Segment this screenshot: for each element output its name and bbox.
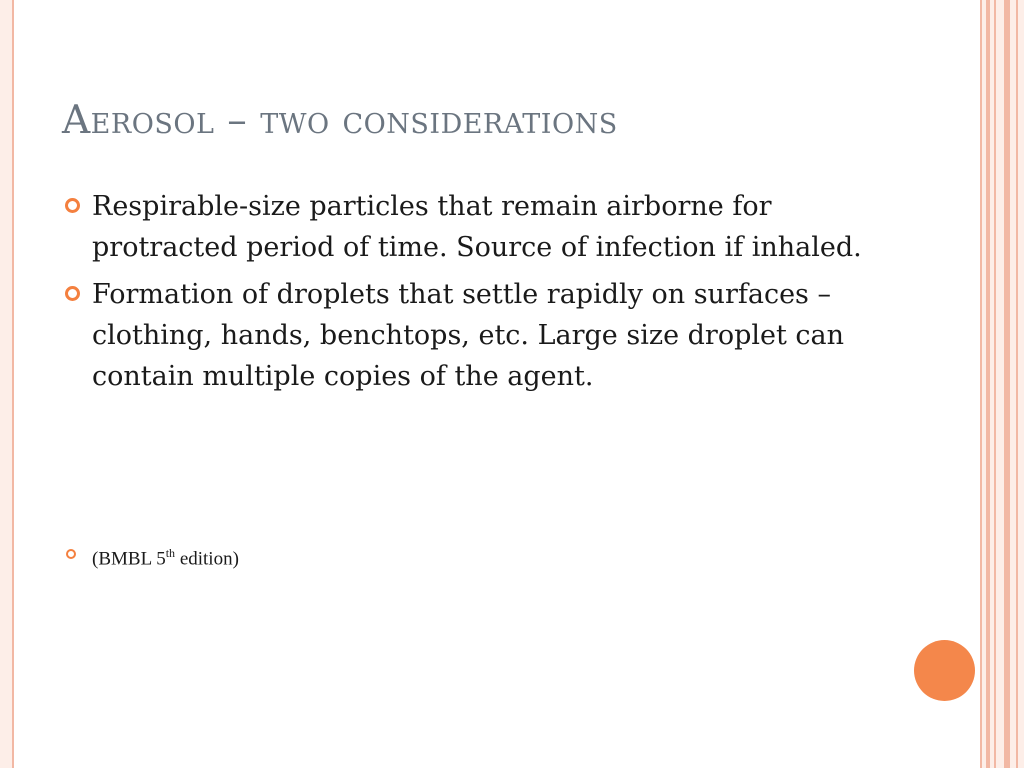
slide-title: Aerosol – two considerations [62, 98, 618, 143]
right-border-line [986, 0, 990, 768]
left-border-line [12, 0, 14, 768]
right-border-line [994, 0, 996, 768]
source-note-superscript: th [165, 546, 176, 560]
decorative-circle [914, 640, 975, 701]
bullet-item [62, 186, 882, 268]
source-note-prefix: (BMBL 5 [92, 548, 166, 570]
bullet-text: Respirable-size particles that remain airborne for protracted period of time. Source of infection if inhaled. [92, 191, 862, 263]
right-border-line [1016, 0, 1018, 768]
right-border-line [1004, 0, 1010, 768]
bullet-ring-icon [66, 549, 76, 559]
bullet-list [62, 186, 882, 403]
source-note-suffix: edition) [175, 548, 239, 570]
source-note [62, 540, 239, 572]
bullet-ring-icon [65, 198, 80, 213]
bullet-ring-icon [65, 286, 80, 301]
bullet-text: Formation of droplets that settle rapidly on surfaces – clothing, hands, benchtops, etc. Large size droplet can contain multiple copies of the agent. [92, 279, 845, 392]
right-border-line [980, 0, 982, 768]
bullet-item [62, 274, 882, 397]
left-border-band [0, 0, 12, 768]
